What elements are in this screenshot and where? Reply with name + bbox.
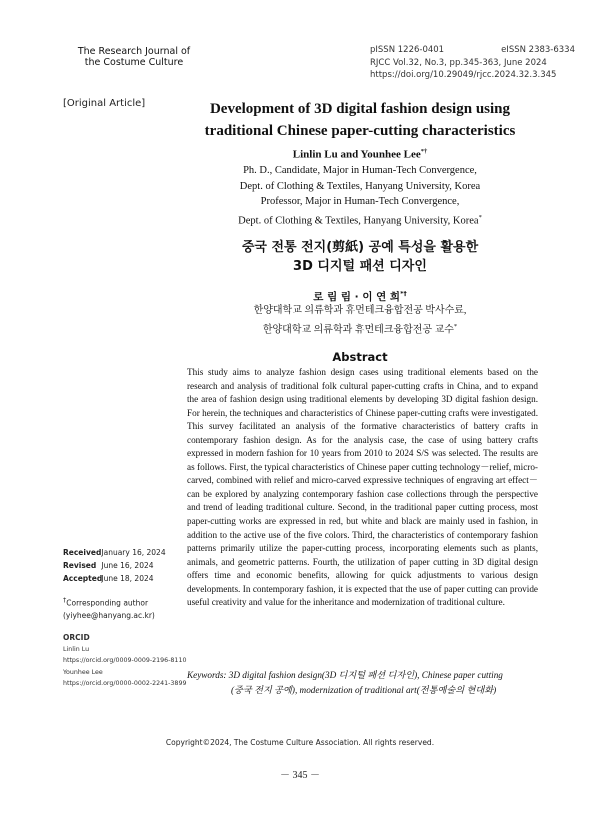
- title-korean: [195, 238, 525, 276]
- publication-identifiers: [350, 44, 575, 82]
- orcid-heading: ORCID: [63, 633, 90, 642]
- orcid-name: Younhee Lee: [63, 668, 103, 676]
- article-type: [Original Article]: [63, 98, 146, 109]
- authors-korean-marks: *†: [400, 289, 407, 298]
- authors-english-marks: *†: [420, 148, 428, 155]
- journal-name-line1: The Research Journal of: [77, 46, 191, 57]
- title-english: [195, 98, 525, 142]
- affiliation-line: Ph. D., Candidate, Major in Human-Tech Convergence,: [243, 165, 477, 176]
- affiliation-line: Dept. of Clothing & Textiles, Hanyang University, Korea: [239, 180, 481, 192]
- dagger-mark: †: [63, 596, 67, 604]
- pissn: pISSN 1226-0401: [370, 45, 445, 55]
- keywords-line2: (중국 전지 공예), modernization of traditional art(전통예술의 현대화): [231, 685, 497, 695]
- orcid-link[interactable]: https://orcid.org/0009-0009-2196-8110: [63, 657, 187, 664]
- affiliation-line: 한양대학교 의류학과 휴먼테크융합전공 박사수료,: [253, 305, 467, 316]
- affiliation-line: Professor, Major in Human-Tech Convergence,: [260, 196, 460, 207]
- corresponding-author: [63, 594, 155, 622]
- doi-link[interactable]: https://doi.org/10.29049/rjcc.2024.32.3.345: [370, 70, 557, 80]
- page-number: － 345 －: [280, 770, 320, 781]
- journal-name-line2: the Costume Culture: [84, 57, 184, 68]
- affiliations-english: [195, 163, 525, 229]
- title-korean-line1: 중국 전통 전지(剪紙) 공예 특성을 활용한: [241, 240, 479, 255]
- keywords-line1: 3D digital fashion design(3D 디지털 패션 디자인), Chinese paper cutting: [228, 670, 503, 680]
- orcid-link[interactable]: https://orcid.org/0000-0002-2241-3899: [63, 680, 187, 687]
- abstract-text: This study aims to analyze fashion design cases using traditional elements based on the research and analysis of traditional folk cultural paper-cutting crafts in China, and to expand the area of fashion design using traditional elements by developing 3D digital fashion design. For herein, the techniques and characteristics of Chinese paper-cutting crafts were investigated. This survey facilitated an analysis of the formative characteristics of battery crafts in contemporary fashion design. As for the analysis case, the case of using battery crafts expressed in modern fashion for 10 years from 2010 to 2024 S/S was selected. The results are as follows. First, the typical characteristics of Chinese paper cutting technology－relief, micro-carved, combined with relief and micro-carved expressive techniques of engraving art effect－can be explored by analyzing contemporary fashion case collections through the perspective and trend of leading traditional culture. Second, in the traditional paper cutting process, most paper-cutting works are expressed in red, but white and black are mainly used in fashion, in addition to the active use of the five colors. Third, the characteristics of contemporary fashion patterns primarily utilize the paper-cutting process, incorporating elements such as plants, animals, and geometric patterns. Fourth, the utilization of paper cutting in 3D digital design offers time and economic benefits, allowing for quick adjustments to various design developments. In contemporary fashion, it is expected that the use of paper cutting can provide useful creativity and value for the inheritance and modernization of traditional culture.: [187, 367, 538, 608]
- copyright-notice: Copyright©2024, The Costume Culture Association. All rights reserved.: [165, 738, 435, 747]
- affiliation-line: 한양대학교 의류학과 휴먼테크융합전공 교수*: [262, 323, 458, 336]
- keywords-label: Keywords:: [187, 670, 227, 680]
- accepted-date: Accepted June 18, 2024: [63, 574, 154, 583]
- journal-name: [64, 46, 204, 68]
- authors-english: [195, 148, 525, 161]
- affiliation-line: Dept. of Clothing & Textiles, Hanyang University, Korea*: [238, 213, 482, 226]
- authors-korean-names: 로 림 림 · 이 연 희: [313, 291, 401, 303]
- received-date: Received January 16, 2024: [63, 548, 166, 557]
- abstract-heading: Abstract: [332, 350, 388, 364]
- revised-date: Revised June 16, 2024: [63, 561, 154, 570]
- authors-korean: [195, 289, 525, 304]
- affiliations-korean: [195, 303, 525, 338]
- orcid-block: [63, 632, 186, 690]
- orcid-name: Linlin Lu: [63, 645, 90, 653]
- eissn: eISSN 2383-6334: [501, 45, 575, 55]
- title-korean-line2: 3D 디지털 패션 디자인: [293, 259, 427, 274]
- title-english-line2: traditional Chinese paper-cutting characteristics: [204, 123, 516, 139]
- authors-english-names: Linlin Lu and Younhee Lee: [292, 148, 421, 161]
- volume-info: RJCC Vol.32, No.3, pp.345-363, June 2024: [370, 57, 547, 68]
- keywords: [187, 668, 538, 698]
- corresponding-email[interactable]: (yiyhee@hanyang.ac.kr): [63, 610, 155, 620]
- corresponding-label: Corresponding author: [66, 598, 149, 608]
- title-english-line1: Development of 3D digital fashion design using: [209, 101, 511, 117]
- article-dates: [63, 546, 166, 585]
